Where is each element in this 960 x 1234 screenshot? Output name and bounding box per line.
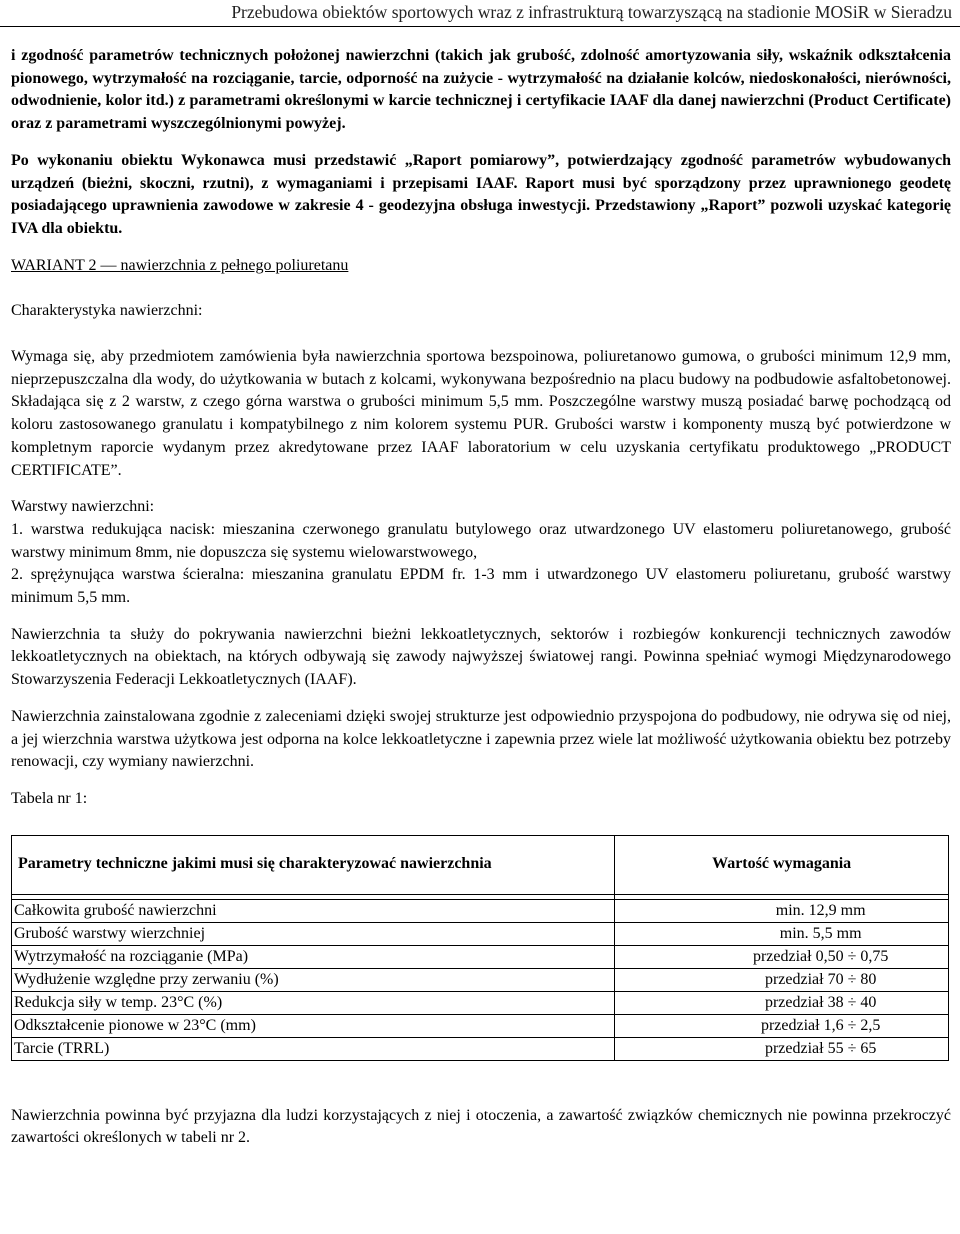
table-cell-value: przedział 38 ÷ 40 [615,991,949,1014]
table-row [12,1037,949,1060]
table-cell-parameter: Tarcie (TRRL) [12,1037,615,1060]
layer-item-2: 2. sprężynująca warstwa ścieralna: mieszanina granulatu EPDM fr. 1-3 mm i utwardzonego UV elastomeru poliuretanu, grubość warstwy minimum 5,5 mm. [11,566,951,607]
table-cell-parameter: Grubość warstwy wierzchniej [12,922,615,945]
table-header-value: Wartość wymagania [615,835,949,894]
table-cell-parameter: Całkowita grubość nawierzchni [12,899,615,922]
variant-heading-text: WARIANT 2 — nawierzchnia z pełnego poliuretanu [11,256,349,274]
paragraph-surface-installation: Nawierzchnia zainstalowana zgodnie z zaleceniami dzięki swojej strukturze jest odpowiednio przyspojona do podbudowy, nie odrywa się od niej, a jej wierzchnia warstwa użytkowa jest odporna na kolce lekkoatletyczne i zapewnia przez wiele lat możliwość użytkowania obiektu bez potrzeby renowacji, czy wymiany nawierzchni. [11,707,951,771]
layer-item-1: 1. warstwa redukująca nacisk: mieszanina czerwonego granulatu butylowego oraz utwardzonego UV elastomeru poliuretanowego, grubość warstwy minimum 8mm, nie dopuszcza się systemu wielowarstwowego, [11,520,951,561]
document-body [11,45,951,1150]
table-header-parameter: Parametry techniczne jakimi musi się charakteryzować nawierzchnia [12,835,615,894]
paragraph-surface-purpose: Nawierzchnia ta służy do pokrywania nawierzchni bieżni lekkoatletycznych, sektorów i rozbiegów konkurencji technicznych zawodów lekkoatletycznych na obiektach, na których odbywają się zawody najwyższej światowej rangi. Powinna spełniać wymogi Międzynarodowego Stowarzyszenia Federacji Lekkoatletycznych (IAAF). [11,625,951,689]
table-cell-value: min. 5,5 mm [615,922,949,945]
table-row [12,899,949,922]
table-cell-value: przedział 70 ÷ 80 [615,968,949,991]
variant-heading [11,255,951,278]
table-cell-parameter: Wydłużenie względne przy zerwaniu (%) [12,968,615,991]
table-row [12,945,949,968]
table-row [12,922,949,945]
layers-heading: Warstwy nawierzchni: [11,498,155,516]
table-caption: Tabela nr 1: [11,789,88,807]
table-cell-value: przedział 0,50 ÷ 0,75 [615,945,949,968]
table-cell-value: przedział 1,6 ÷ 2,5 [615,1014,949,1037]
header-rule [0,26,960,27]
table-cell-parameter: Odkształcenie pionowe w 23°C (mm) [12,1014,615,1037]
table-cell-parameter: Redukcja siły w temp. 23°C (%) [12,991,615,1014]
table-row [12,1014,949,1037]
table-cell-value: przedział 55 ÷ 65 [615,1037,949,1060]
table-row [12,968,949,991]
table-row [12,991,949,1014]
table-cell-value: min. 12,9 mm [615,899,949,922]
characteristics-heading: Charakterystyka nawierzchni: [11,302,203,320]
paragraph-conformity: i zgodność parametrów technicznych położonej nawierzchni (takich jak grubość, zdolność amortyzowania siły, wskaźnik odkształcenia pionowego, wytrzymałość na rozciąganie, tarcie, odporność na zużycie - wytrzymałość na działanie kolców, niedoskonałości, nierówności, odwodnienie, kolor itd.) z parametrami określonymi w karcie technicznej i certyfikacie IAAF dla danej nawierzchni (Product Certificate) oraz z parametrami wyszczególnionymi powyżej. [11,47,951,133]
paragraph-surface-requirements: Wymaga się, aby przedmiotem zamówienia była nawierzchnia sportowa bezspoinowa, poliuretanowo gumowa, o grubości minimum 12,9 mm, nieprzepuszczalna dla wody, do użytkowania w butach z kolcami, wykonywana bezpośrednio na placu budowy na podbudowie asfaltobetonowej. Składająca się z 2 warstw, z czego górna warstwa o grubości minimum 5,5 mm. Poszczególne warstwy muszą posiadać barwę pochodzącą od koloru zastosowanego granulatu i kompatybilnego z nim kolorem systemu PUR. Grubości warstw i komponenty muszą być potwierdzone w kompletnym raporcie wydanym przez akredytowane przez IAAF laboratorium w celu uzyskania certyfikatu produktowego „PRODUCT CERTIFICATE”. [11,348,951,479]
table-cell-parameter: Wytrzymałość na rozciąganie (MPa) [12,945,615,968]
parameters-table [11,835,949,1061]
paragraph-measurement-report: Po wykonaniu obiektu Wykonawca musi przedstawić „Raport pomiarowy”, potwierdzający zgodność parametrów wybudowanych urządzeń (bieżni, skoczni, rzutni), z wymaganiami i przepisami IAAF. Raport musi być sporządzony przez uprawnionego geodetę posiadającego uprawnienia zawodowe w zakresie 4 - geodezyjna obsługa inwestycji. Przedstawiony „Raport” pozwoli uzyskać kategorię IVA dla obiektu. [11,151,951,237]
table-header-row [12,835,949,894]
paragraph-chemical-content: Nawierzchnia powinna być przyjazna dla ludzi korzystających z niej i otoczenia, a zawartość związków chemicznych nie powinna przekroczyć zawartości określonych w tabeli nr 2. [11,1106,951,1147]
parameters-table-wrapper [11,835,949,1061]
running-header: Przebudowa obiektów sportowych wraz z infrastrukturą towarzyszącą na stadionie MOSiR w Sieradzu [231,2,952,22]
